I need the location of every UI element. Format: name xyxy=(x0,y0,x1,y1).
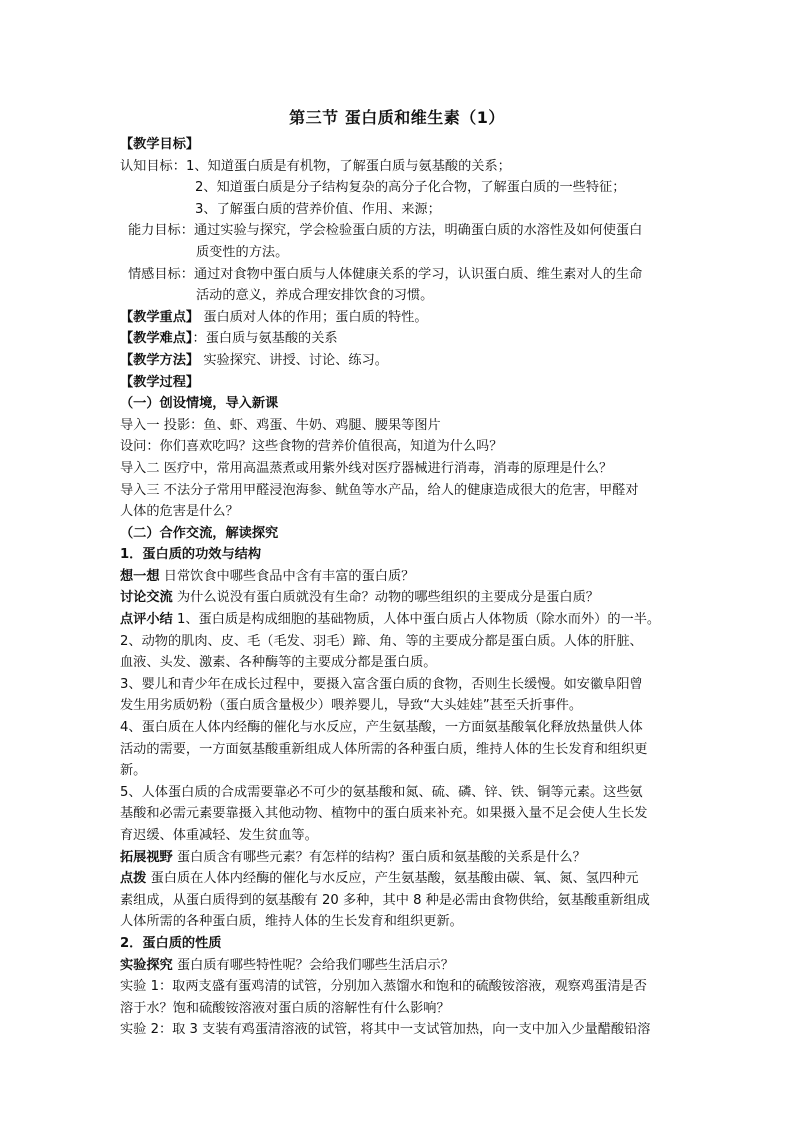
section-2-heading: （二）合作交流，解读探究 xyxy=(120,525,279,541)
ability-goal-cont: 质变性的方法。 xyxy=(196,244,289,260)
tip-1: 点拨 蛋白质在人体内经酶的催化与水反应，产生氨基酸，氨基酸由碳、氧、氮、氢四种元 xyxy=(120,871,639,887)
summary-point-5: 5、人体蛋白质的合成需要靠必不可少的氨基酸和氮、硫、磷、锌、铁、铜等元素。这些氨 xyxy=(120,784,643,800)
experiment-1-cont: 溶于水？饱和硫酸铵溶液对蛋白质的溶解性有什么影响？ xyxy=(120,1000,450,1016)
heading-protein-function: 1．蛋白质的功效与结构 xyxy=(120,547,262,563)
tip-3: 人体所需的各种蛋白质，维持人体的生长发育和组织更新。 xyxy=(120,914,463,930)
page-title: 第三节 蛋白质和维生素（1） xyxy=(289,108,505,127)
summary-point-1: 点评小结 1、蛋白质是构成细胞的基础物质，人体中蛋白质占人体物质（除水而外）的一半。 xyxy=(120,612,661,628)
experiment-inquiry: 实验探究 蛋白质有哪些特性呢？会给我们哪些生活启示？ xyxy=(120,957,454,973)
intro-2: 导入二 医疗中，常用高温蒸煮或用紫外线对医疗器械进行消毒，消毒的原理是什么？ xyxy=(120,460,613,476)
intro-1: 导入一 投影：鱼、虾、鸡蛋、牛奶、鸡腿、腰果等图片 xyxy=(120,417,441,433)
difficulty-label: 【教学难点】 xyxy=(120,331,193,347)
method-label: 【教学方法】 xyxy=(120,352,200,368)
summary-point-4-cont: 活动的需要，一方面氨基酸重新组成人体所需的各种蛋白质，维持人体的生长发育和组织更 xyxy=(120,741,648,757)
summary-point-3: 3、婴儿和青少年在成长过程中，要摄入富含蛋白质的食物，否则生长缓慢。如安徽阜阳曾 xyxy=(120,676,643,692)
emotion-label: 情感目标： xyxy=(128,266,194,282)
discussion: 讨论交流 为什么说没有蛋白质就没有生命？动物的哪些组织的主要成分是蛋白质？ xyxy=(120,590,599,606)
heading-protein-properties: 2．蛋白质的性质 xyxy=(120,935,222,951)
intro-3: 导入三 不法分子常用甲醛浸泡海参、鱿鱼等水产品，给人的健康造成很大的危害，甲醛对 xyxy=(120,482,639,498)
summary-point-4-end: 新。 xyxy=(120,763,147,779)
difficult-points: 【教学难点】：蛋白质与氨基酸的关系 xyxy=(120,331,338,347)
emotion-goal-cont: 活动的意义，养成合理安排饮食的习惯。 xyxy=(196,288,434,304)
summary-point-4: 4、蛋白质在人体内经酶的催化与水反应，产生氨基酸，一方面氨基酸氧化释放热量供人体 xyxy=(120,720,643,736)
section-1-heading: （一）创设情境，导入新课 xyxy=(120,396,279,412)
ability-goal: 能力目标：通过实验与探究，学会检验蛋白质的方法，明确蛋白质的水溶性及如何使蛋白 xyxy=(128,223,643,239)
cognitive-goal-1: 认知目标：1、知道蛋白质是有机物，了解蛋白质与氨基酸的关系； xyxy=(120,158,511,174)
summary-point-2-cont: 血液、头发、激素、各种酶等的主要成分都是蛋白质。 xyxy=(120,655,437,671)
tip-2: 素组成，从蛋白质得到的氨基酸有 20 多种，其中 8 种是必需由食物供给，氨基酸重新组成 xyxy=(120,892,650,908)
think-about: 想一想 日常饮食中哪些食品中含有丰富的蛋白质？ xyxy=(120,568,415,584)
summary-point-2: 2、动物的肌肉、皮、毛（毛发、羽毛）蹄、角、等的主要成分都是蛋白质。人体的肝脏、 xyxy=(120,633,643,649)
document-body xyxy=(120,134,682,1041)
summary-point-3-cont: 发生用劣质奶粉（蛋白质含量极少）喂养婴儿，导致“大头娃娃”甚至夭折事件。 xyxy=(120,698,583,714)
experiment-2: 实验 2：取 3 支装有鸡蛋清溶液的试管，将其中一支试管加热，向一支中加入少量醋酸铅溶 xyxy=(120,1022,651,1038)
goals-header: 【教学目标】 xyxy=(120,137,200,152)
summary-point-5-end: 育迟缓、体重减轻、发生贫血等。 xyxy=(120,828,318,843)
process-header: 【教学过程】 xyxy=(120,374,200,390)
cognitive-goal-2: 2、知道蛋白质是分子结构复杂的高分子化合物，了解蛋白质的一些特征； xyxy=(195,180,626,196)
emotion-goal: 情感目标：通过对食物中蛋白质与人体健康关系的学习，认识蛋白质、维生素对人的生命 xyxy=(128,266,643,282)
key-label: 【教学重点】 xyxy=(120,309,200,325)
cognitive-label: 认知目标： xyxy=(120,158,186,174)
experiment-1: 实验 1：取两支盛有蛋鸡清的试管，分别加入蒸馏水和饱和的硫酸铵溶液，观察鸡蛋清是否 xyxy=(120,979,647,995)
cognitive-goal-3: 3、了解蛋白质的营养价值、作用、来源； xyxy=(195,201,441,217)
summary-point-5-cont: 基酸和必需元素要靠摄入其他动物、植物中的蛋白质来补充。如果摄入量不足会使人生长发 xyxy=(120,806,648,822)
teaching-method: 【教学方法】 实验探究、讲授、讨论、练习。 xyxy=(120,352,388,368)
intro-3-cont: 人体的危害是什么？ xyxy=(120,504,239,520)
key-points: 【教学重点】 蛋白质对人体的作用；蛋白质的特性。 xyxy=(120,309,428,325)
ability-label: 能力目标： xyxy=(128,223,194,239)
question-1: 设问：你们喜欢吃吗？这些食物的营养价值很高，知道为什么吗？ xyxy=(120,439,503,455)
expand-view: 拓展视野 蛋白质含有哪些元素？有怎样的结构？蛋白质和氨基酸的关系是什么？ xyxy=(120,849,586,865)
